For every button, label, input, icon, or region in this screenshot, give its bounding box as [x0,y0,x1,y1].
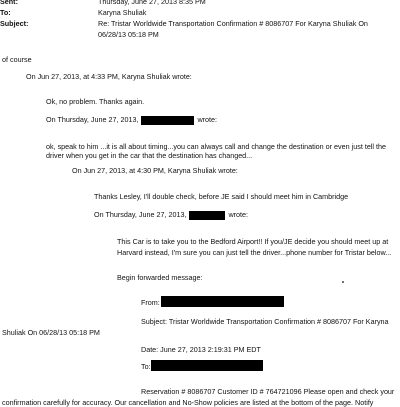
fwd-from [141,298,160,307]
sent-value: Thursday, June 27, 2013 8:35 PM [98,0,206,6]
quote2-attr-after: wrote: [197,115,218,124]
subject-value-line2: 06/28/13 05:18 PM [98,30,159,39]
sent-label: Sent: [0,0,18,6]
subject-label: Subject: [0,19,29,28]
fwd-to-label: To: [141,362,151,371]
fwd-to [141,362,151,371]
quote2-attribution [46,115,217,125]
quote4-attribution [94,210,248,220]
redaction-block [161,296,284,307]
reservation-line1: Reservation # 8086707 Customer ID # 764721096 Please open and check your [141,387,395,396]
quote3-attribution: On Jun 27, 2013, at 4:30 PM, Karyna Shuliak wrote: [72,166,238,175]
to-value: Karyna Shuliak [98,8,147,17]
quote4-attr-before: On Thursday, June 27, 2013, [94,210,187,219]
quote1-attribution: On Jun 27, 2013, at 4:33 PM, Karyna Shuliak wrote: [26,72,192,81]
quote4-attr-after: wrote: [228,210,249,219]
fwd-date: Date: June 27, 2013 2:19:31 PM EDT [141,345,261,354]
to-label: To: [0,8,11,17]
redaction-block [141,116,194,125]
quote2-attr-before: On Thursday, June 27, 2013, [46,115,139,124]
quote3-text: Thanks Lesley, I'll double check, before JE said I should meet him in Cambridge [94,192,349,201]
quote1-text: Ok, no problem. Thanks again. [46,97,145,106]
redaction-block [189,211,225,220]
subject-value-line1: Re: Tristar Worldwide Transportation Confirmation # 8086707 For Karyna Shuliak On [98,19,368,28]
fwd-from-label: From: [141,298,160,307]
quote2-text: ok, speak to him ...it is all about timing...you can always call and change the destination or even just tell the driver when you get in the car that the destination has changed... [46,142,386,160]
forward-label: Begin forwarded message: [117,273,203,282]
fwd-subject-line2: Shuliak On 06/28/13 05:18 PM [2,328,100,337]
quote4-text-line2: Harvard instead, I'm sure you can just tell the driver...phone number for Tristar below... [117,248,392,257]
stray-mark [342,281,344,283]
redaction-block [151,360,263,371]
reservation-line2: confirmation carefully for accuracy. Our cancellation and No-Show policies are listed at the bottom of the page. Notify [2,398,374,407]
reply-text: of course [2,55,32,64]
quote4-text-line1: This Car is to take you to the Bedford Airport!! If you/JE decide you should meet up at [117,237,389,246]
fwd-subject-line1: Subject: Tristar Worldwide Transportation Confirmation # 8086707 For Karyna [141,317,389,326]
